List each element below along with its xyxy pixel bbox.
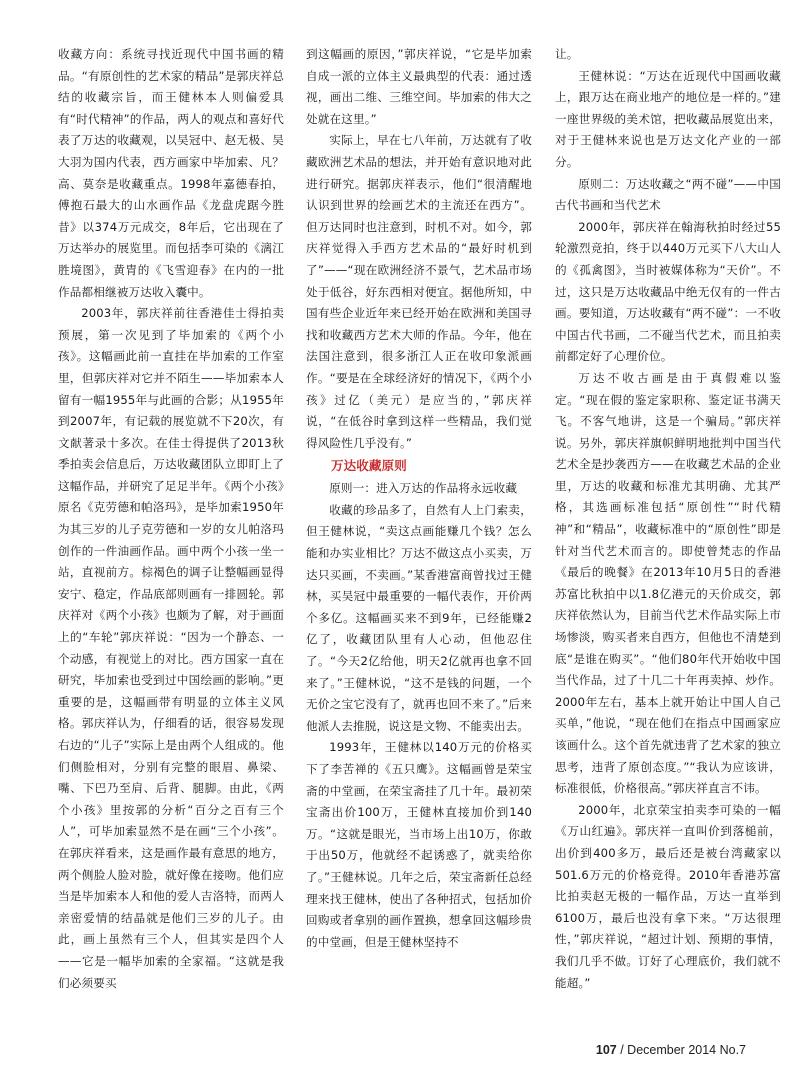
paragraph: 2000年，郭庆祥在翰海秋拍时经过55轮激烈竞拍，终于以440万元买下八大山人的《孤禽图》，当时被媒体称为“天价”。不过，这只是万达收藏品中绝无仅有的一件古画。要知道，万达收藏有“两不碰”：一不收中国古代书画，二不碰当代艺术，而且拍卖前都定好了心理价位。 — [555, 219, 781, 364]
principle-label: 原则二：万达收藏之“两不碰”——中国古代书画和当代艺术 — [555, 176, 781, 213]
text-column-3 — [555, 44, 781, 994]
text-column-2 — [306, 44, 532, 953]
text-column-1 — [58, 44, 284, 994]
paragraph: 实际上，早在七八年前，万达就有了收藏欧洲艺术品的想法，并开始有意识地对此进行研究。据郭庆祥表示，他们“很清醒地认识到世界的绘画艺术的主流还在西方”。但万达同时也注意到，时机不对。如今，郭庆祥觉得入手西方艺术品的“最好时机到了”——“现在欧洲经济不景气，艺术品市场处于低谷，好东西相对便宜。据他所知，中国有些企业近年来已经开始在欧洲和美国寻找和收藏西方艺术大师的作品。今年，他在法国注意到，很多浙江人正在收印象派画作。“要是在全球经济好的情况下，《两个小孩》过亿（美元）是应当的，”郭庆祥说，“在低谷时拿到这样一些精品，我们觉得风险性几乎没有。” — [306, 133, 532, 450]
paragraph: 让。 — [555, 47, 579, 61]
issue-info: / December 2014 No.7 — [620, 1043, 746, 1057]
page-number: 107 — [595, 1043, 617, 1057]
paragraph: 收藏的珍品多了，自然有人上门索卖，但王健林说，“卖这点画能赚几个钱？怎么能和办实业相比？万达不做这点小买卖，万达只买画，不卖画。”某香港富商曾找过王健林，买吴冠中最重要的一幅代表作，开价两个多亿。这幅画买来不到9年，已经能赚2亿了，收藏团队里有人心动，但他忍住了。“今天2亿给他，明天2亿就再也拿不回来了。”王健林说，“这不是钱的问题，一个无价之宝它没有了，就再也回不来了。”后来他派人去推脱，说这是文物、不能卖出去。 — [306, 502, 532, 733]
principle-label: 原则一：进入万达的作品将永远收藏 — [329, 481, 518, 496]
section-heading: 万达收藏原则 — [331, 458, 407, 474]
paragraph: 2003年，郭庆祥前往香港佳士得拍卖预展，第一次见到了毕加索的《两个小孩》。这幅画此前一直挂在毕加索的工作室里，但郭庆祥对它并不陌生——毕加索本人留有一幅1955年与此画的合影；从1955年到2007年，有记载的展览就不下20次，有文献著录十多次。在佳士得提供了2013秋季拍卖会信息后，万达收藏团队立即盯上了这幅作品，并研究了足足半年。《两个小孩》原名《克劳德和帕洛玛》，是毕加索1950年为其三岁的儿子克劳德和一岁的女儿帕洛玛创作的一件油画作品。画中两个小孩一坐一站，直视前方。棕褐色的调子让整幅画显得安宁、稳定，作品底部则画有一排圆轮。郭庆祥对《两个小孩》也颇为了解，对于画面上的“车轮”郭庆祥说：“因为一个静态、一个动感，有视觉上的对比。西方国家一直在研究，毕加索也受到过中国绘画的影响。”更重要的是，这幅画带有明显的立体主义风格。郭庆祥认为，仔细看的话，很容易发现右边的“儿子”实际上是由两个人组成的。他们侧脸相对，分别有完整的眼眉、鼻梁、嘴、下巴乃至肩、后背、腿脚。由此，《两个小孩》里按郭的分析“百分之百有三个人”，可毕加索显然不是在画“三个小孩”。在郭庆祥看来，这是画作最有意思的地方，两个侧脸人脸对脸，就好像在接吻。他们应当是毕加索本人和他的爱人吉洛特，而两人亲密爱情的结晶就是他们三岁的儿子。由此，画上虽然有三个人，但其实是四个人——它是一幅毕加索的全家福。“这就是我们必须要买 — [58, 306, 284, 990]
paragraph: 收藏方向：系统寻找近现代中国书画的精品。“有原创性的艺术家的精品”是郭庆祥总结的收藏宗旨，而王健林本人则偏爱具有“时代精神”的作品，两人的观点和喜好代表了万达的收藏观，以吴冠中、赵无极、吴大羽为国内代表，西方画家中毕加索、凡？高、莫奈是收藏重点。1998年嘉德春拍，傅抱石最大的山水画作品《龙盘虎踞今胜昔》以374万元成交，8年后，它出现在了万达举办的展览里。而包括李可染的《漓江胜境图》，黄胄的《飞雪迎春》在内的一批作品都相继被万达收入囊中。 — [58, 47, 284, 299]
page-footer — [596, 1043, 746, 1057]
paragraph: 1993年，王健林以140万元的价格买下了李苦禅的《五只鹰》。这幅画曾是荣宝斋的中堂画，在荣宝斋挂了几十年。最初荣宝斋出价100万，王健林直接加价到140万。“这就是眼光，当市场上出10万，你敢于出50万，他就经不起诱惑了，就卖给你了。”王健林说。几年之后，荣宝斋新任总经理来找王健林，使出了各种招式，包括加价回购或者拿别的画作置换，想拿回这幅珍贵的中堂画，但是王健林坚持不 — [306, 740, 532, 949]
paragraph: 2000年，北京荣宝拍卖李可染的一幅《万山红遍》。郭庆祥一直叫价到落槌前，出价到400多万，最后还是被台湾藏家以501.6万元的价格竞得。2010年香港苏富比拍卖赵无极的一幅作品，万达一直举到6100万，最后也没有拿下来。“万达很理性，”郭庆祥说，“超过计划、预期的事情，我们几乎不做。订好了心理底价，我们就不能超。” — [555, 802, 781, 990]
paragraph: 王健林说：“万达在近现代中国画收藏上，跟万达在商业地产的地位是一样的。”建一座世界级的美术馆，把收藏品展览出来，对于王健林来说也是万达文化产业的一部分。 — [555, 68, 781, 169]
paragraph: 万达不收古画是由于真假难以鉴定。“现在假的鉴定家职称、鉴定证书满天飞。不客气地讲，这是一个骗局。”郭庆祥说。另外，郭庆祥旗帜鲜明地批判中国当代艺术全是抄袭西方——在收藏艺术品的企业里，万达的收藏和标准尤其明确、尤其严格，其选画标准包括“原创性”“时代精神”和“精品”，收藏标准中的“原创性”即是针对当代艺术而言的。即使曾梵志的作品《最后的晚餐》在2013年10月5日的香港苏富比秋拍中以1.8亿港元的天价成交，郭庆祥依然认为，目前当代艺术作品实际上市场惨淡，购买者来自西方，但他也不清楚到底“是谁在购买”。“他们80年代开始收中国当代作品，过了十几二十年再卖掉、炒作。2000年左右，基本上就开始让中国人自己买单，”他说，“现在他们在指点中国画家应该画什么。这个首先就违背了艺术家的独立思考，违背了原创态度。”“我认为应该讲，标准很低，价格很高。”郭庆祥直言不讳。 — [555, 370, 781, 796]
paragraph: 到这幅画的原因，”郭庆祥说，“它是毕加索自成一派的立体主义最典型的代表：通过透视，画出二维、三维空间。毕加索的伟大之处就在这里。” — [306, 47, 532, 126]
